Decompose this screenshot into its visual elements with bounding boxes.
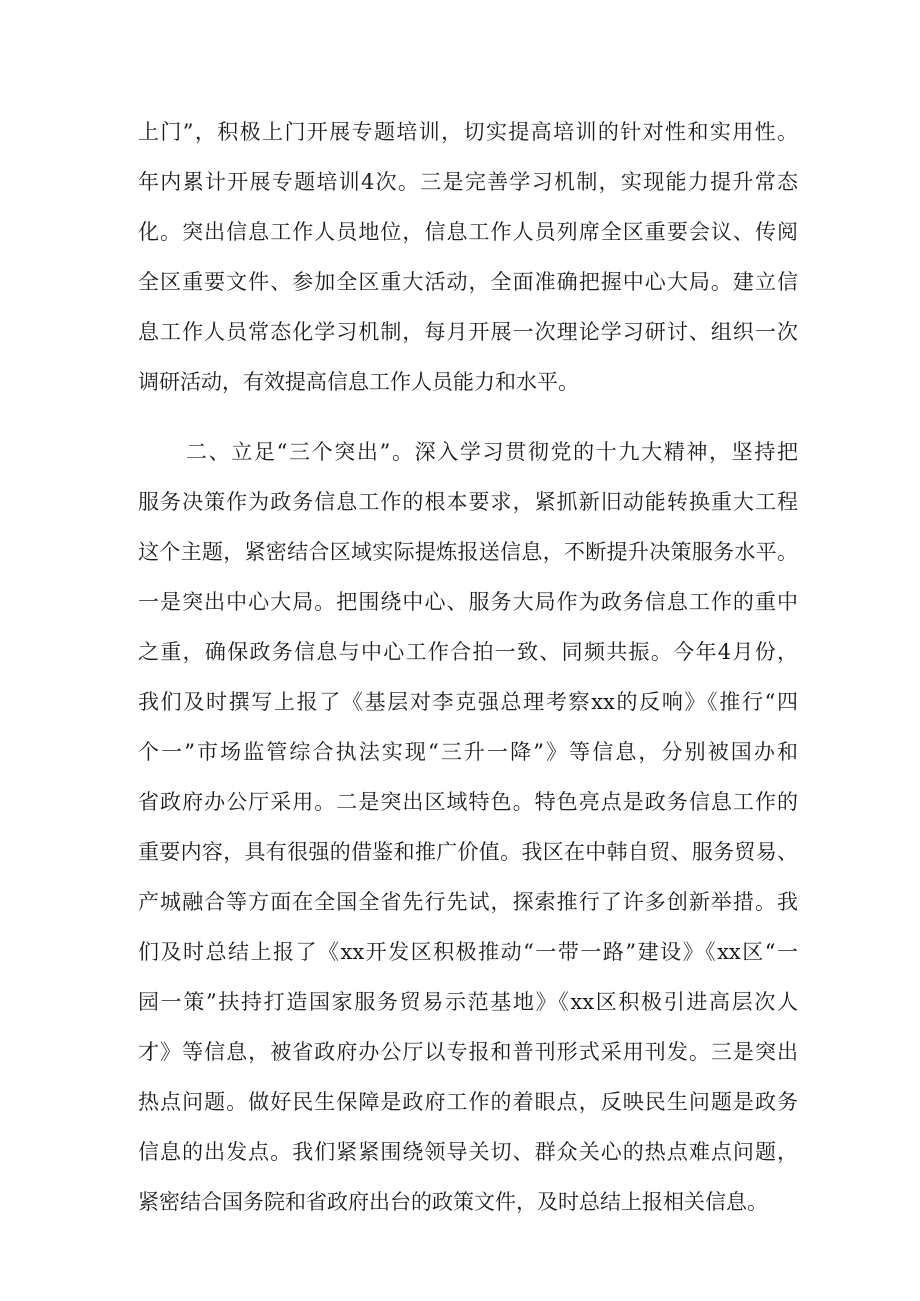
- paragraph-1-line-5: 息工作人员常态化学习机制，每月开展一次理论学习研讨、组织一次: [138, 320, 798, 344]
- paragraph-2-line-9: 重要内容，具有很强的借鉴和推广价值。我区在中韩自贸、服务贸易、: [138, 840, 798, 864]
- paragraph-2-line-6: 我们及时撰写上报了《基层对李克强总理考察xx的反响》《推行“四: [138, 690, 798, 714]
- paragraph-2-line-7: 个一”市场监管综合执法实现“三升一降”》等信息，分别被国办和: [138, 740, 798, 764]
- paragraph-1-line-4: 全区重要文件、参加全区重大活动，全面准确把握中心大局。建立信: [138, 270, 798, 294]
- paragraph-2-line-4: 一是突出中心大局。把围绕中心、服务大局作为政务信息工作的重中: [138, 590, 798, 614]
- paragraph-2-line-2: 服务决策作为政务信息工作的根本要求，紧抓新旧动能转换重大工程: [138, 490, 798, 514]
- paragraph-2-line-14: 热点问题。做好民生保障是政府工作的着眼点，反映民生问题是政务: [138, 1090, 798, 1114]
- paragraph-2-line-11: 们及时总结上报了《xx开发区积极推动“一带一路”建设》《xx区“一: [138, 940, 798, 964]
- paragraph-1-line-1: 上门”，积极上门开展专题培训，切实提高培训的针对性和实用性。: [138, 120, 798, 144]
- paragraph-2-line-10: 产城融合等方面在全国全省先行先试，探索推行了许多创新举措。我: [138, 890, 798, 914]
- paragraph-2-line-13: 才》等信息，被省政府办公厅以专报和普刊形式采用刊发。三是突出: [138, 1040, 798, 1064]
- paragraph-2-line-5: 之重，确保政务信息与中心工作合拍一致、同频共振。今年4月份，: [138, 640, 798, 664]
- paragraph-2-line-1: 二、立足“三个突出”。深入学习贯彻党的十九大精神，坚持把: [186, 440, 798, 464]
- paragraph-2-line-3: 这个主题，紧密结合区域实际提炼报送信息，不断提升决策服务水平。: [138, 540, 798, 564]
- paragraph-1-line-3: 化。突出信息工作人员地位，信息工作人员列席全区重要会议、传阅: [138, 220, 798, 244]
- paragraph-1-line-6: 调研活动，有效提高信息工作人员能力和水平。: [138, 370, 579, 394]
- paragraph-2-line-12: 园一策”扶持打造国家服务贸易示范基地》《xx区积极引进高层次人: [138, 990, 798, 1014]
- paragraph-2-line-8: 省政府办公厅采用。二是突出区域特色。特色亮点是政务信息工作的: [138, 790, 798, 814]
- paragraph-2-line-16: 紧密结合国务院和省政府出台的政策文件，及时总结上报相关信息。: [138, 1190, 768, 1214]
- paragraph-1-line-2: 年内累计开展专题培训4次。三是完善学习机制，实现能力提升常态: [138, 170, 798, 194]
- paragraph-2-line-15: 信息的出发点。我们紧紧围绕领导关切、群众关心的热点难点问题，: [138, 1140, 798, 1164]
